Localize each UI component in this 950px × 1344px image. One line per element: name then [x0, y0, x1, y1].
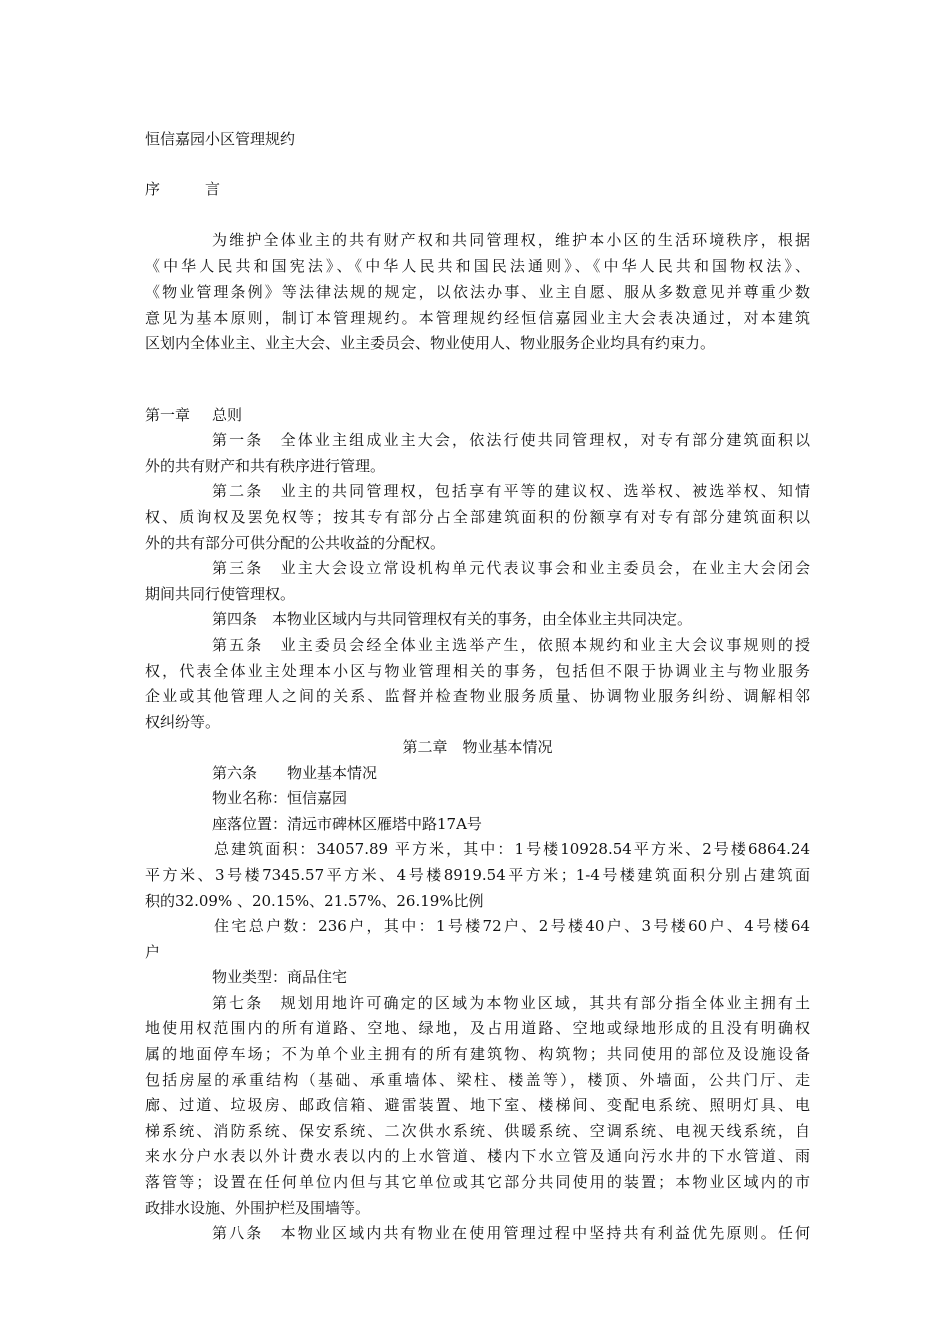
article-line: 企业或其他管理人之间的关系、监督并检查物业服务质量、协调物业服务纠纷、调解相邻 [145, 687, 810, 705]
article-line: 第五条 业主委员会经全体业主选举产生，依照本规约和业主大会议事规则的授 [212, 636, 810, 654]
preface-heading-right: 言 [205, 180, 221, 198]
article7-line: 属的地面停车场；不为单个业主拥有的所有建筑物、构筑物；共同使用的部位及设施设备 [145, 1045, 810, 1063]
article-line: 第二条 业主的共同管理权，包括享有平等的建议权、选举权、被选举权、知情 [212, 482, 810, 500]
article7-line: 第七条 规划用地许可确定的区域为本物业区域，其共有部分指全体业主拥有土 [212, 994, 810, 1012]
preface-line: 意见为基本原则，制订本管理规约。本管理规约经恒信嘉园业主大会表决通过，对本建筑 [145, 309, 810, 327]
preface-line: 为维护全体业主的共有财产权和共同管理权，维护本小区的生活环境秩序，根据 [212, 231, 810, 249]
chapter-heading [145, 403, 810, 427]
article7-line: 落管等；设置在任何单位内但与其它单位或其它部分共同使用的装置；本物业区域内的市 [145, 1173, 810, 1191]
article-line: 权纠纷等。 [145, 713, 221, 731]
article-line: 外的共有部分可供分配的公共收益的分配权。 [145, 534, 446, 552]
article-line: 期间共同行使管理权。 [145, 585, 296, 603]
chapter2-heading: 第二章 物业基本情况 [402, 738, 553, 756]
article-line: 权，代表全体业主处理本小区与物业管理相关的事务，包括但不限于协调业主与物业服务 [145, 662, 810, 680]
article7-line: 来水分户水表以外计费水表以内的上水管道、楼内下水立管及通向污水井的下水管道、雨 [145, 1147, 810, 1165]
document-title: 恒信嘉园小区管理规约 [145, 130, 296, 148]
area-line: 平方米、3号楼7345.57平方米、4号楼8919.54平方米；1-4号楼建筑面积分别占建筑面 [145, 866, 810, 884]
article7-line: 廊、过道、垃圾房、邮政信箱、避雷装置、地下室、楼梯间、变配电系统、照明灯具、电 [145, 1096, 810, 1114]
property-type: 物业类型：商品住宅 [212, 968, 348, 986]
area-line: 总建筑面积：34057.89 平方米，其中：1号楼10928.54平方米、2号楼6864.24 [214, 840, 810, 858]
property-name: 物业名称：恒信嘉园 [212, 789, 348, 807]
article7-line: 政排水设施、外围护栏及围墙等。 [145, 1199, 371, 1217]
article8-line: 第八条 本物业区域内共有物业在使用管理过程中坚持共有利益优先原则。任何 [212, 1224, 810, 1242]
article6-title: 物业基本情况 [287, 764, 378, 782]
household-line: 户 [145, 943, 161, 961]
preface-line: 《物业管理条例》等法律法规的规定，以依法办事、业主自愿、服从多数意见并尊重少数 [145, 283, 810, 301]
article7-line: 梯系统、消防系统、保安系统、二次供水系统、供暖系统、空调系统、电视天线系统，自 [145, 1122, 810, 1140]
preface-line: 《中华人民共和国宪法》、《中华人民共和国民法通则》、《中华人民共和国物权法》、 [145, 257, 810, 275]
article-line: 外的共有财产和共有秩序进行管理。 [145, 457, 386, 475]
article7-line: 地使用权范围内的所有道路、空地、绿地，及占用道路、空地或绿地形成的且没有明确权 [145, 1019, 810, 1037]
article7-line: 包括房屋的承重结构（基础、承重墙体、梁柱、楼盖等），楼顶、外墙面，公共门厅、走 [145, 1071, 810, 1089]
preface-heading-left: 序 [145, 180, 161, 198]
chapter1-heading-left: 第一章 [145, 406, 191, 424]
article-line: 第三条 业主大会设立常设机构单元代表议事会和业主委员会，在业主大会闭会 [212, 559, 810, 577]
article-line: 第一条 全体业主组成业主大会，依法行使共同管理权，对专有部分建筑面积以 [212, 431, 810, 449]
property-location: 座落位置：清远市碑林区雁塔中路17A号 [212, 815, 482, 833]
article-line: 权、质询权及罢免权等；按其专有部分占全部建筑面积的份额享有对专有部分建筑面积以 [145, 508, 810, 526]
article6-heading [212, 761, 810, 785]
household-line: 住宅总户数：236户，其中：1号楼72户、2号楼40户、3号楼60户、4号楼64 [214, 917, 810, 935]
article6-label: 第六条 [212, 764, 258, 782]
area-line: 积的32.09% 、20.15%、21.57%、26.19%比例 [145, 892, 484, 910]
preface-line: 区划内全体业主、业主大会、业主委员会、物业使用人、物业服务企业均具有约束力。 [145, 334, 716, 352]
preface-heading [145, 177, 810, 201]
article-line: 第四条 本物业区域内与共同管理权有关的事务，由全体业主共同决定。 [212, 610, 693, 628]
chapter1-heading-right: 总则 [212, 406, 243, 424]
